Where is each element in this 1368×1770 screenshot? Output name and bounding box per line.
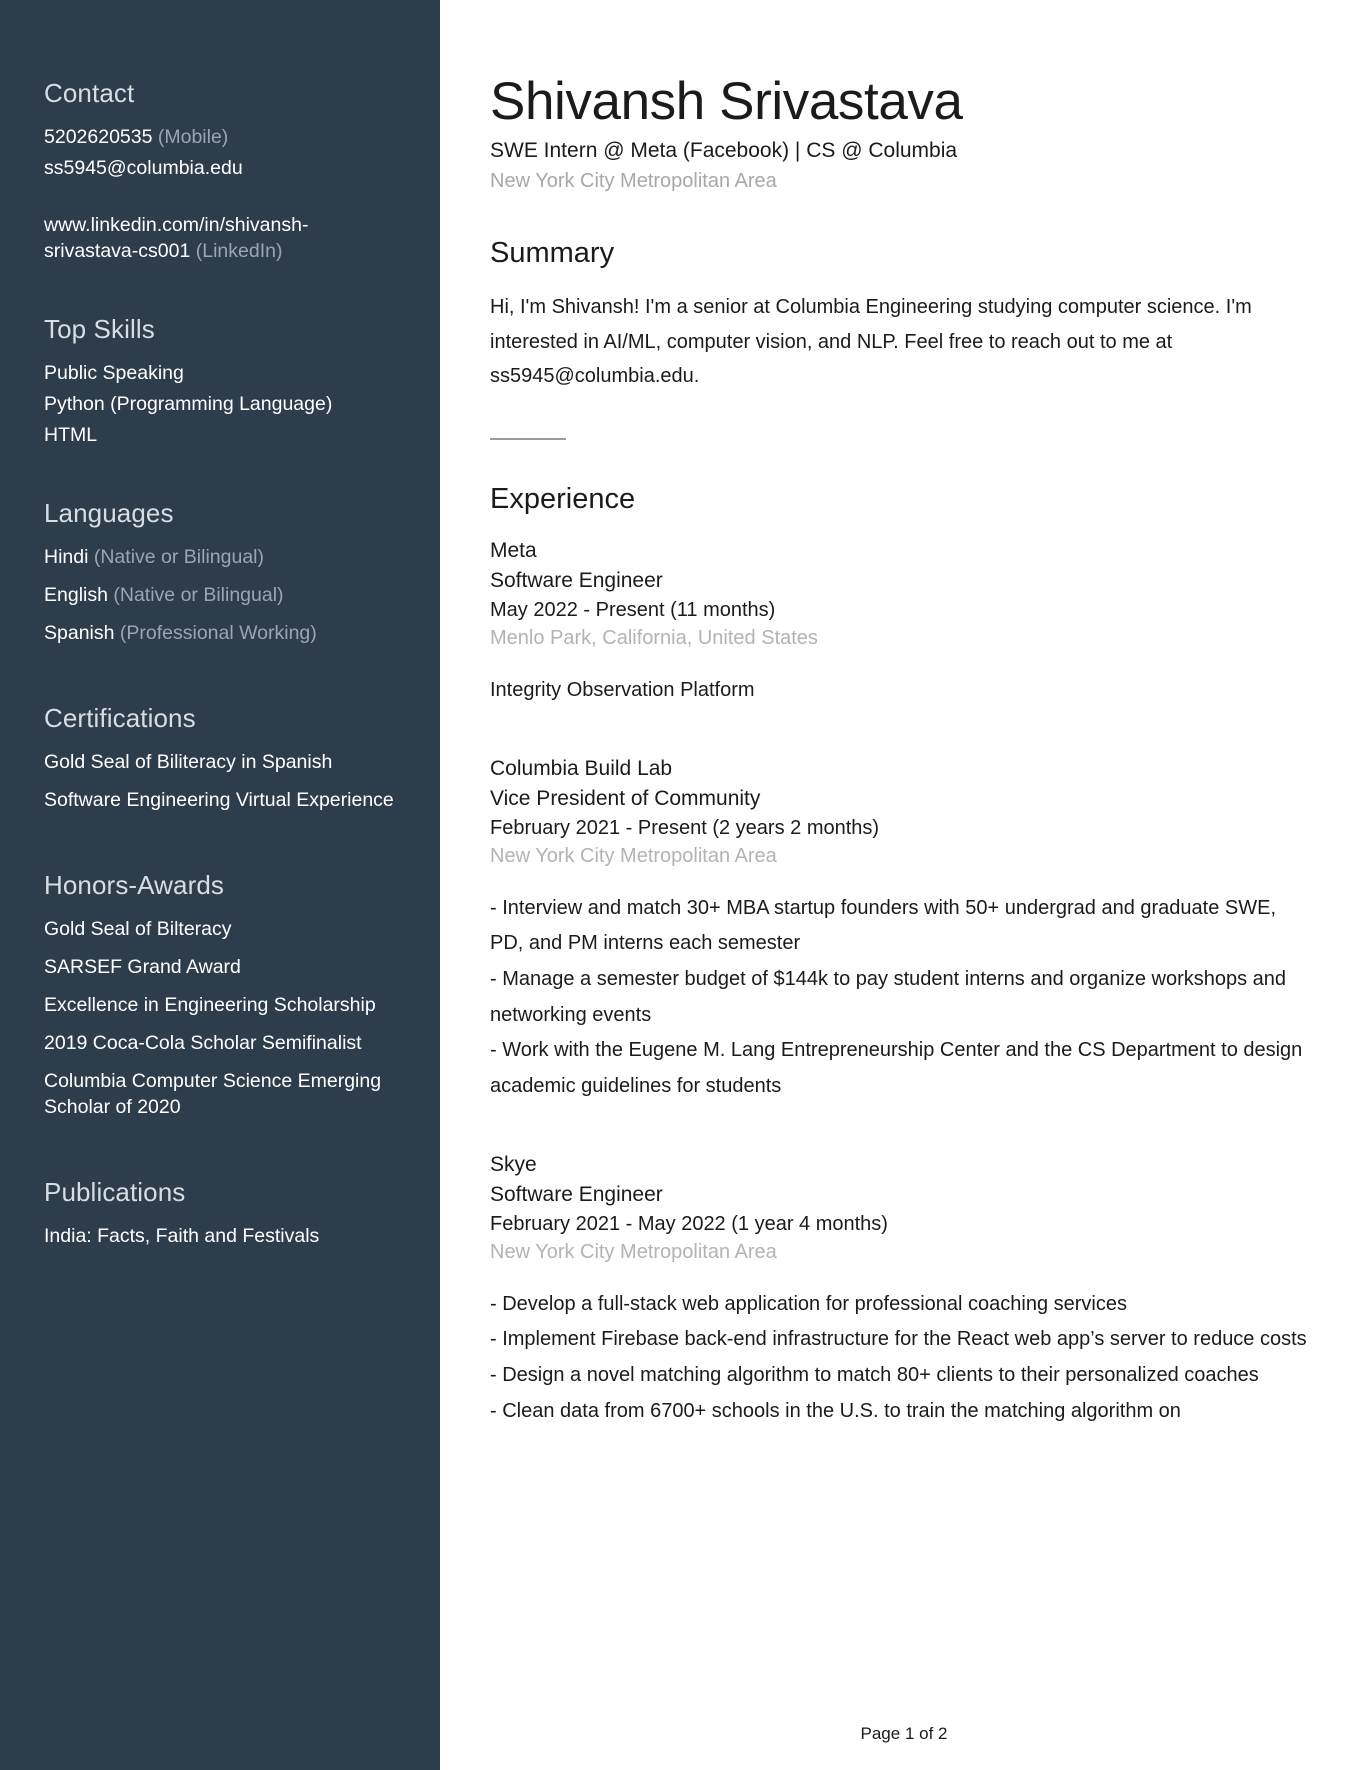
sidebar-section-contact <box>44 78 396 265</box>
languages-heading: Languages <box>44 497 174 528</box>
experience-title: Vice President of Community <box>490 787 761 811</box>
experience-entry <box>490 1150 1310 1429</box>
publication-item: India: Facts, Faith and Festivals <box>44 1224 320 1247</box>
main-content <box>440 0 1368 1770</box>
page-footer: Page 1 of 2 <box>860 1724 948 1743</box>
certification-item: Gold Seal of Biliteracy in Spanish <box>44 750 333 773</box>
experience-bullet: - Interview and match 30+ MBA startup founders with 50+ undergrad and graduate SWE, PD, and PM interns each semester <box>490 896 1277 955</box>
contact-phone-label: (Mobile) <box>157 126 229 149</box>
experience-bullet: - Implement Firebase back-end infrastructure for the React web app’s server to reduce costs <box>490 1328 1307 1351</box>
experience-bullet: - Clean data from 6700+ schools in the U.S. to train the matching algorithm on <box>490 1399 1181 1422</box>
experience-company: Skye <box>490 1153 537 1177</box>
experience-bullet: - Design a novel matching algorithm to match 80+ clients to their personalized coaches <box>490 1363 1259 1386</box>
summary-heading: Summary <box>490 236 615 269</box>
experience-title: Software Engineer <box>490 569 663 593</box>
experience-company: Columbia Build Lab <box>490 757 673 781</box>
experience-location: New York City Metropolitan Area <box>490 1241 777 1264</box>
honors-awards-heading: Honors-Awards <box>44 869 224 900</box>
sidebar-section-languages <box>44 498 396 647</box>
sidebar-section-top-skills <box>44 314 396 449</box>
language-item <box>44 545 396 571</box>
summary-text: Hi, I'm Shivansh! I'm a senior at Columbia Engineering studying computer science. I'm interested in AI/ML, computer vision, and NLP. Feel free to reach out to me at ss5945@columbia.edu. <box>490 296 1252 388</box>
profile-headline: SWE Intern @ Meta (Facebook) | CS @ Columbia <box>490 139 958 163</box>
experience-description <box>490 1287 1310 1429</box>
section-spacer <box>44 454 396 498</box>
section-spacer <box>44 270 396 314</box>
honor-item: Gold Seal of Bilteracy <box>44 918 232 940</box>
contact-linkedin[interactable] <box>44 213 396 265</box>
top-skills-heading: Top Skills <box>44 313 155 344</box>
experience-dates: May 2022 - Present (11 months) <box>490 599 776 622</box>
certification-item: Software Engineering Virtual Experience <box>44 788 394 811</box>
experience-entry <box>490 536 1310 708</box>
language-item <box>44 583 396 609</box>
experience-entry <box>490 754 1310 1104</box>
experience-title: Software Engineer <box>490 1183 663 1207</box>
experience-dates: February 2021 - May 2022 (1 year 4 months) <box>490 1213 888 1236</box>
section-spacer <box>44 826 396 870</box>
top-skill-item: Public Speaking <box>44 362 184 385</box>
contact-phone-value: 5202620535 <box>44 126 153 149</box>
section-divider <box>490 438 566 440</box>
contact-email[interactable]: ss5945@columbia.edu <box>44 157 243 180</box>
language-name: Spanish <box>44 621 115 644</box>
honor-item: SARSEF Grand Award <box>44 955 241 978</box>
experience-heading: Experience <box>490 482 636 515</box>
language-name: Hindi <box>44 546 89 569</box>
publications-heading: Publications <box>44 1176 186 1207</box>
certifications-heading: Certifications <box>44 702 196 733</box>
contact-linkedin-value: www.linkedin.com/in/shivansh-srivastava-cs001 <box>44 214 309 262</box>
language-level: (Professional Working) <box>119 621 317 644</box>
language-item <box>44 621 396 647</box>
language-level: (Native or Bilingual) <box>93 546 265 569</box>
top-skill-item: Python (Programming Language) <box>44 392 333 415</box>
profile-location: New York City Metropolitan Area <box>490 169 777 192</box>
experience-description <box>490 891 1310 1105</box>
language-name: English <box>44 583 108 606</box>
experience-bullet: - Work with the Eugene M. Lang Entrepreneurship Center and the CS Department to design academic guidelines for students <box>490 1039 1303 1097</box>
section-spacer <box>44 1133 396 1177</box>
sidebar-section-certifications <box>44 703 396 814</box>
experience-bullet: - Develop a full-stack web application for professional coaching services <box>490 1292 1127 1315</box>
sidebar-section-honors-awards <box>44 870 396 1121</box>
experience-description <box>490 673 1310 709</box>
language-level: (Native or Bilingual) <box>113 583 284 606</box>
contact-spacer <box>44 187 396 213</box>
contact-phone <box>44 125 396 151</box>
page-title: Shivansh Srivastava <box>490 72 963 131</box>
experience-location: Menlo Park, California, United States <box>490 627 818 650</box>
experience-location: New York City Metropolitan Area <box>490 845 777 868</box>
top-skill-item: HTML <box>44 423 98 446</box>
honor-item: 2019 Coca-Cola Scholar Semifinalist <box>44 1031 362 1054</box>
experience-company: Meta <box>490 539 537 563</box>
experience-dates: February 2021 - Present (2 years 2 months) <box>490 817 880 840</box>
section-spacer <box>44 659 396 703</box>
sidebar-section-publications <box>44 1177 396 1250</box>
contact-linkedin-label: (LinkedIn) <box>195 239 283 262</box>
experience-bullet: Integrity Observation Platform <box>490 678 755 701</box>
honor-item: Columbia Computer Science Emerging Scholar of 2020 <box>44 1069 382 1118</box>
honor-item: Excellence in Engineering Scholarship <box>44 993 376 1016</box>
experience-bullet: - Manage a semester budget of $144k to pay student interns and organize workshops and networking events <box>490 968 1287 1026</box>
contact-heading: Contact <box>44 78 135 108</box>
sidebar <box>0 0 440 1770</box>
